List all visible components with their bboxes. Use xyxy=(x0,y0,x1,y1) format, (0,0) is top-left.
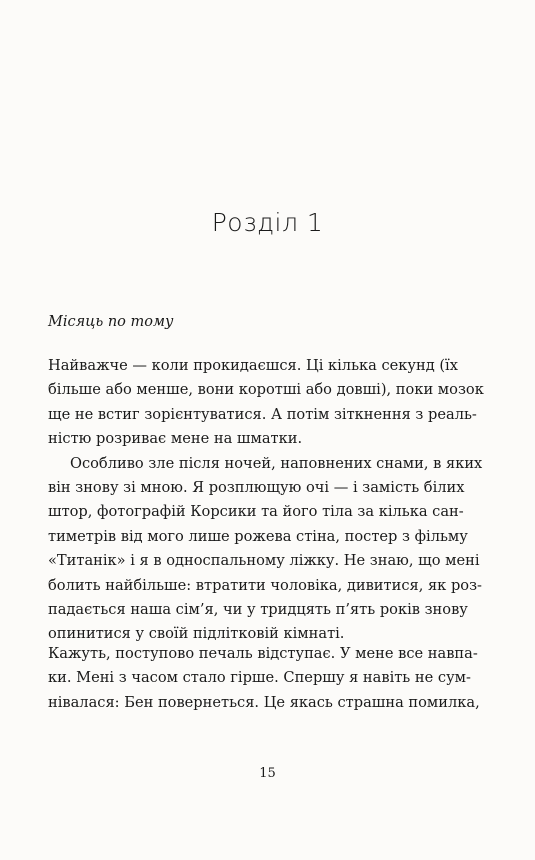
text-line: тиметрів від мого лише рожева стіна, постер з фільму xyxy=(48,527,468,545)
text-line: «Титанік» і я в односпальному ліжку. Не знаю, що мені xyxy=(48,552,480,570)
text-line: падається наша сім’я, чи у тридцять п’ять років знову xyxy=(48,601,468,619)
text-line: болить найбільше: втратити чоловіка, дивитися, як роз- xyxy=(48,576,482,594)
text-line: Кажуть, поступово печаль відступає. У мене все навпа- xyxy=(48,645,478,662)
text-line: більше або менше, вони коротші або довші), поки мозок xyxy=(48,381,484,399)
page-number: 15 xyxy=(259,766,276,781)
epigraph: Місяць по тому xyxy=(48,314,174,330)
text-line: штор, фотографій Корсики та його тіла за кілька сан- xyxy=(48,503,464,521)
text-line: нівалася: Бен повернеться. Це якась страшна помилка, xyxy=(48,693,480,711)
text-line: Особливо зле після ночей, наповнених снами, в яких xyxy=(70,454,483,472)
paragraph-group-1 xyxy=(48,354,484,647)
text-line: ще не встиг зорієнтуватися. А потім зіткнення з реаль- xyxy=(48,405,477,423)
chapter-title: Розділ 1 xyxy=(211,208,324,237)
text-line: Найважче — коли прокидаєшся. Ці кілька секунд (їх xyxy=(48,357,458,374)
text-line: ки. Мені з часом стало гірше. Спершу я навіть не сум- xyxy=(48,669,471,687)
text-line: він знову зі мною. Я розплющую очі — і замість білих xyxy=(48,479,465,497)
paragraph-group-2 xyxy=(48,642,480,715)
text-line: ністю розриває мене на шматки. xyxy=(48,430,303,448)
text-line: опинитися у своїй підлітковій кімнаті. xyxy=(48,625,345,643)
